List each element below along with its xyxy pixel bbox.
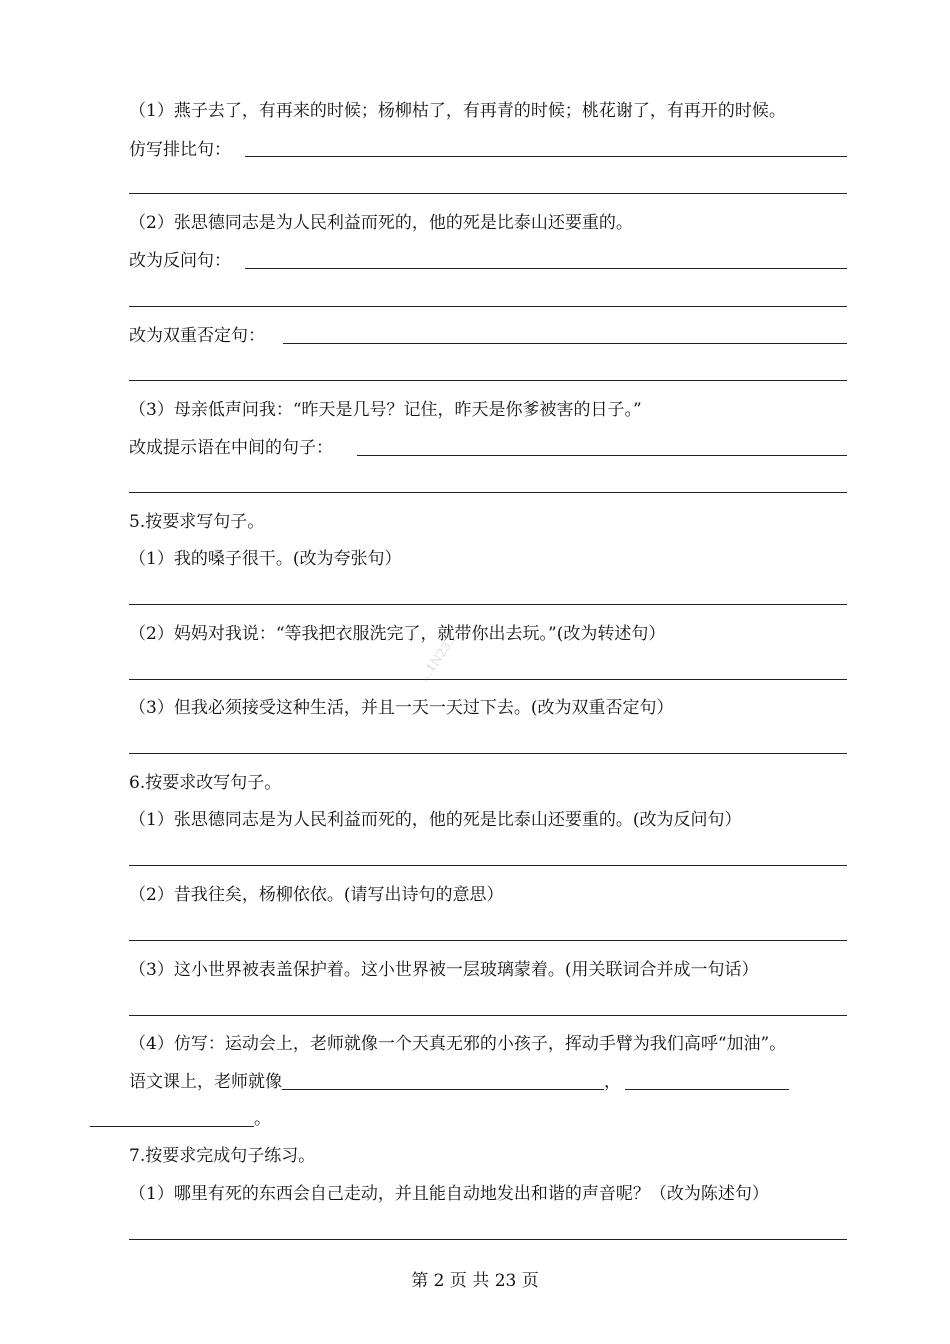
- q4-item-2: （2）张思德同志是为人民利益而死的，他的死是比泰山还要重的。: [129, 213, 633, 233]
- answer-line[interactable]: [129, 1015, 847, 1016]
- fill-blank[interactable]: [282, 1089, 604, 1090]
- answer-line[interactable]: [283, 343, 847, 344]
- answer-line[interactable]: [357, 455, 847, 456]
- q6-item-1: （1）张思德同志是为人民利益而死的，他的死是比泰山还要重的。(改为反问句）: [129, 810, 742, 830]
- q4-item-1-label: 仿写排比句：: [129, 140, 231, 160]
- period: 。: [254, 1109, 271, 1129]
- answer-line[interactable]: [129, 753, 847, 754]
- answer-line[interactable]: [245, 268, 847, 269]
- q6-item-4-prefix: 语文课上，老师就像: [129, 1072, 282, 1092]
- q6-item-4-answer: [129, 1071, 789, 1093]
- q5-item-1: （1）我的嗓子很干。(改为夸张句）: [129, 549, 402, 569]
- answer-line[interactable]: [129, 604, 847, 605]
- page-footer: 第 2 页 共 23 页: [411, 1271, 539, 1291]
- fill-blank[interactable]: [90, 1126, 254, 1127]
- q6-item-4-continuation: [90, 1108, 271, 1130]
- answer-line[interactable]: [129, 492, 847, 493]
- comma: ，: [604, 1072, 621, 1092]
- q7-item-1: （1）哪里有死的东西会自己走动，并且能自动地发出和谐的声音呢？（改为陈述句）: [129, 1184, 769, 1204]
- q5-item-3: （3）但我必须接受这种生活，并且一天一天过下去。(改为双重否定句）: [129, 698, 674, 718]
- answer-line[interactable]: [129, 865, 847, 866]
- q6-item-4: （4）仿写：运动会上，老师就像一个天真无邪的小孩子，挥动手臂为我们高呼“加油”。: [129, 1034, 787, 1054]
- q4-item-3: （3）母亲低声问我：“昨天是几号？记住，昨天是你爹被害的日子。”: [129, 400, 642, 420]
- q6-item-2: （2）昔我往矣，杨柳依依。(请写出诗句的意思）: [129, 885, 504, 905]
- q4-item-2-label-a: 改为反问句：: [129, 251, 231, 271]
- q4-item-2-label-b: 改为双重否定句：: [129, 326, 265, 346]
- q6-item-3: （3）这小世界被表盖保护着。这小世界被一层玻璃蒙着。(用关联词合并成一句话）: [129, 960, 759, 980]
- q5-item-2: （2）妈妈对我说：“等我把衣服洗完了，就带你出去玩。”(改为转述句）: [129, 624, 666, 644]
- q4-item-3-label: 改成提示语在中间的句子：: [129, 438, 333, 458]
- q7-title: 7.按要求完成句子练习。: [129, 1146, 316, 1166]
- answer-line[interactable]: [245, 156, 847, 157]
- fill-blank[interactable]: [625, 1089, 789, 1090]
- answer-line[interactable]: [129, 306, 847, 307]
- q5-title: 5.按要求写句子。: [129, 512, 265, 532]
- q4-item-1: （1）燕子去了，有再来的时候；杨柳枯了，有再青的时候；桃花谢了，有再开的时候。: [129, 101, 786, 121]
- answer-line[interactable]: [129, 380, 847, 381]
- answer-line[interactable]: [129, 193, 847, 194]
- answer-line[interactable]: [129, 1239, 847, 1240]
- answer-line[interactable]: [129, 679, 847, 680]
- watermark: …1N23…: [416, 629, 461, 685]
- q6-title: 6.按要求改写句子。: [129, 773, 282, 793]
- answer-line[interactable]: [129, 940, 847, 941]
